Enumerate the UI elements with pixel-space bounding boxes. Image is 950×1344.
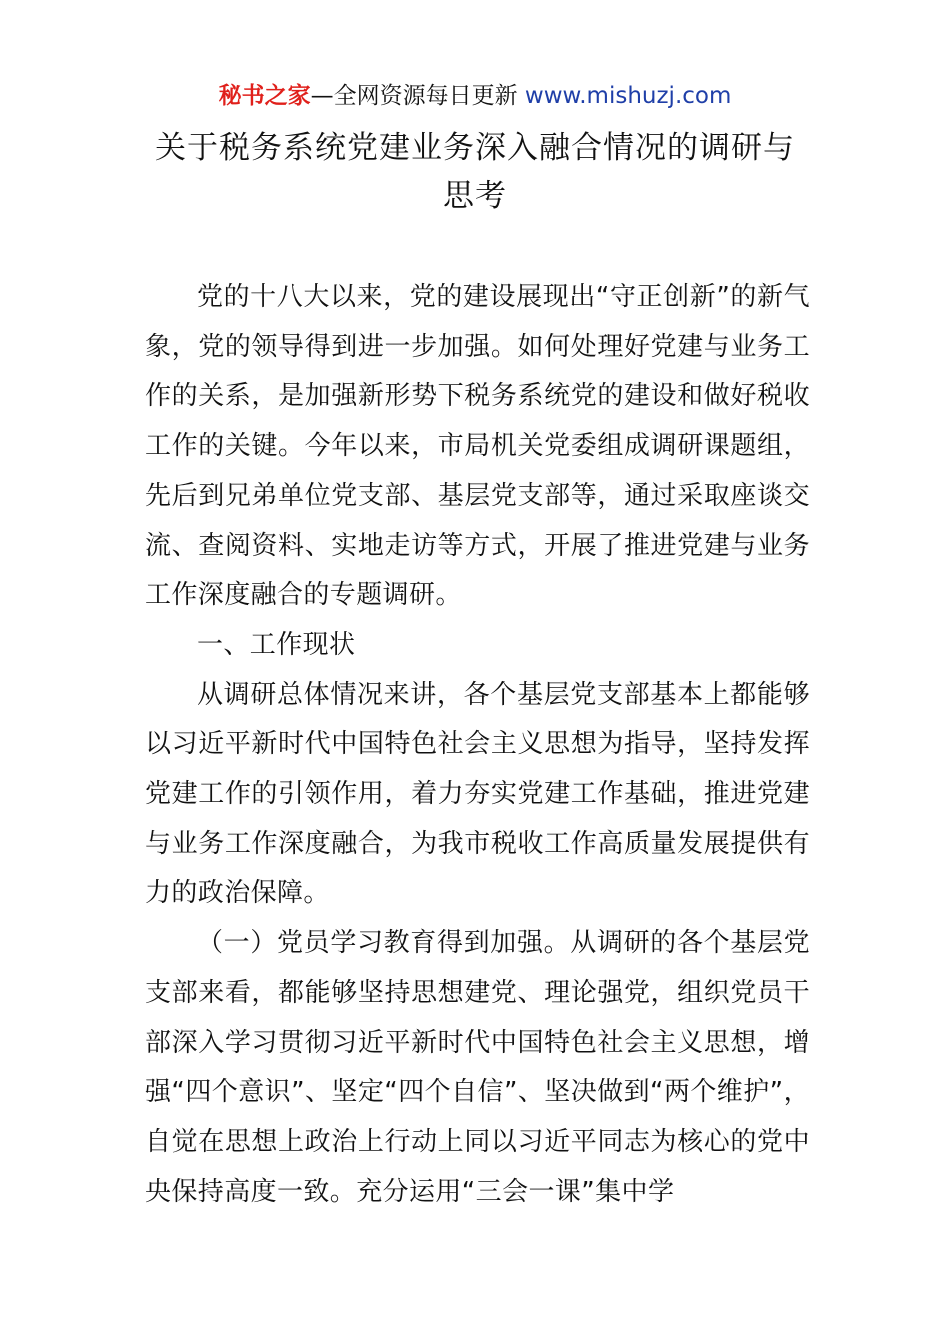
section-heading: 一、工作现状 bbox=[197, 629, 356, 660]
body-paragraph: （一）党员学习教育得到加强。从调研的各个基层党支部来看，都能够坚持思想建党、理论强党，组织党员干部深入学习贯彻习近平新时代中国特色社会主义思想，增强“四个意识”、坚定“四个自信”、坚决做到“两个维护”，自觉在思想上政治上行动上同以习近平同志为核心的党中央保持高度一致。充分运用“三会一课”集中学 bbox=[145, 928, 810, 1207]
brand-name: 秘书之家 bbox=[218, 83, 311, 109]
body-paragraph: 从调研总体情况来讲，各个基层党支部基本上都能够以习近平新时代中国特色社会主义思想为指导，坚持发挥党建工作的引领作用，着力夯实党建工作基础，推进党建与业务工作深度融合，为我市税收工作高质量发展提供有力的政治保障。 bbox=[145, 679, 810, 909]
header-tagline: —全网资源每日更新 bbox=[310, 83, 518, 109]
document-body bbox=[145, 273, 810, 1217]
intro-paragraph: 党的十八大以来，党的建设展现出“守正创新”的新气象，党的领导得到进一步加强。如何处理好党建与业务工作的关系，是加强新形势下税务系统党的建设和做好税收工作的关键。今年以来，市局机关党委组成调研课题组，先后到兄弟单位党支部、基层党支部等，通过采取座谈交流、查阅资料、实地走访等方式，开展了推进党建与业务工作深度融合的专题调研。 bbox=[145, 282, 810, 611]
site-url-link[interactable]: www.mishuzj.com bbox=[524, 83, 732, 109]
document-title: 关于税务系统党建业务深入融合情况的调研与思考 bbox=[155, 130, 795, 214]
site-header bbox=[0, 80, 950, 112]
